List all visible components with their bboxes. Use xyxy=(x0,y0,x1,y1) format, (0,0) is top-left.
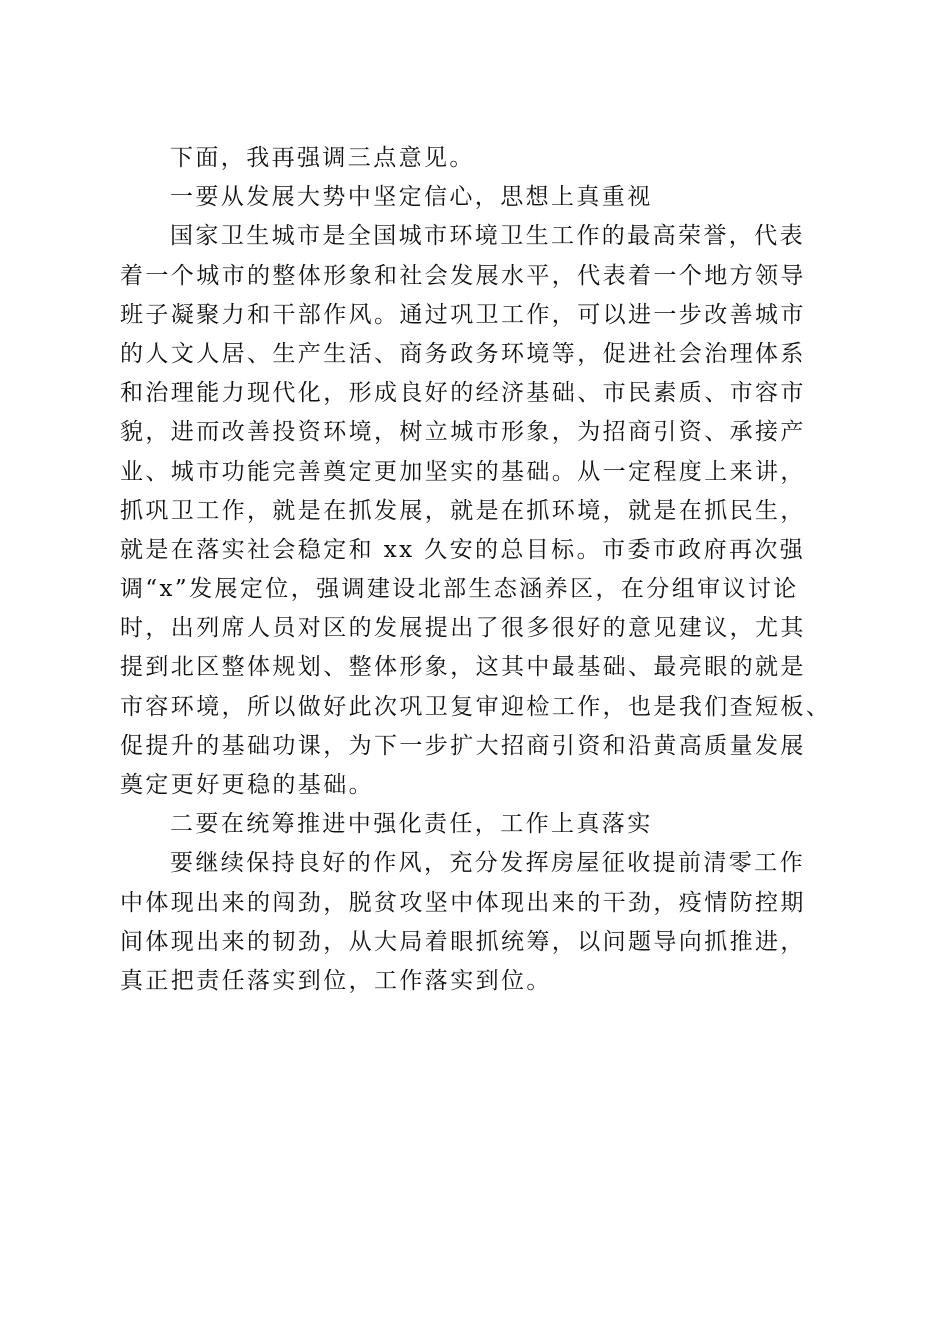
paragraph-body-1 xyxy=(120,217,835,805)
text-line: 班子凝聚力和干部作风。通过巩卫工作，可以进一步改善城市 xyxy=(120,301,806,328)
text-line: 中体现出来的闯劲，脱贫攻坚中体现出来的干劲，疫情防控期 xyxy=(120,889,806,916)
section-heading-1 xyxy=(120,178,835,217)
section-heading-2 xyxy=(120,805,835,844)
text-line: 一要从发展大势中坚定信心，思想上真重视 xyxy=(170,184,653,211)
text-line: 就是在落实社会稳定和 xx 久安的总目标。市委市政府再次强 xyxy=(120,536,806,563)
text-line: 真正把责任落实到位，工作落实到位。 xyxy=(120,967,552,994)
text-line: 的人文人居、生产生活、商务政务环境等，促进社会治理体系 xyxy=(120,340,806,367)
document-body xyxy=(120,139,835,1001)
text-line: 业、城市功能完善奠定更加坚实的基础。从一定程度上来讲， xyxy=(120,458,806,485)
text-line: 奠定更好更稳的基础。 xyxy=(120,772,374,798)
text-line: 要继续保持良好的作风，充分发挥房屋征收提前清零工作 xyxy=(170,850,805,877)
text-line: 国家卫生城市是全国城市环境卫生工作的最高荣誉，代表 xyxy=(170,223,805,250)
text-line: 二要在统筹推进中强化责任，工作上真落实 xyxy=(170,811,653,838)
text-line: 间体现出来的韧劲，从大局着眼抓统筹，以问题导向抓推进， xyxy=(120,928,806,955)
text-line: 貌，进而改善投资环境，树立城市形象，为招商引资、承接产 xyxy=(120,419,806,446)
text-line: 调“x”发展定位，强调建设北部生态涵养区，在分组审议讨论 xyxy=(120,576,799,603)
text-line: 和治理能力现代化，形成良好的经济基础、市民素质、市容市 xyxy=(120,380,806,407)
text-line: 促提升的基础功课，为下一步扩大招商引资和沿黄高质量发展 xyxy=(120,732,806,759)
text-line: 时，出列席人员对区的发展提出了很多很好的意见建议，尤其 xyxy=(120,615,806,642)
paragraph-intro xyxy=(120,139,835,178)
text-line: 市容环境，所以做好此次巩卫复审迎检工作，也是我们查短板、 xyxy=(120,693,832,720)
text-line: 提到北区整体规划、整体形象，这其中最基础、最亮眼的就是 xyxy=(120,654,806,681)
text-line: 着一个城市的整体形象和社会发展水平，代表着一个地方领导 xyxy=(120,262,806,289)
text-line: 下面，我再强调三点意见。 xyxy=(170,145,475,171)
text-line: 抓巩卫工作，就是在抓发展，就是在抓环境，就是在抓民生， xyxy=(120,497,806,524)
paragraph-body-2 xyxy=(120,844,835,1001)
